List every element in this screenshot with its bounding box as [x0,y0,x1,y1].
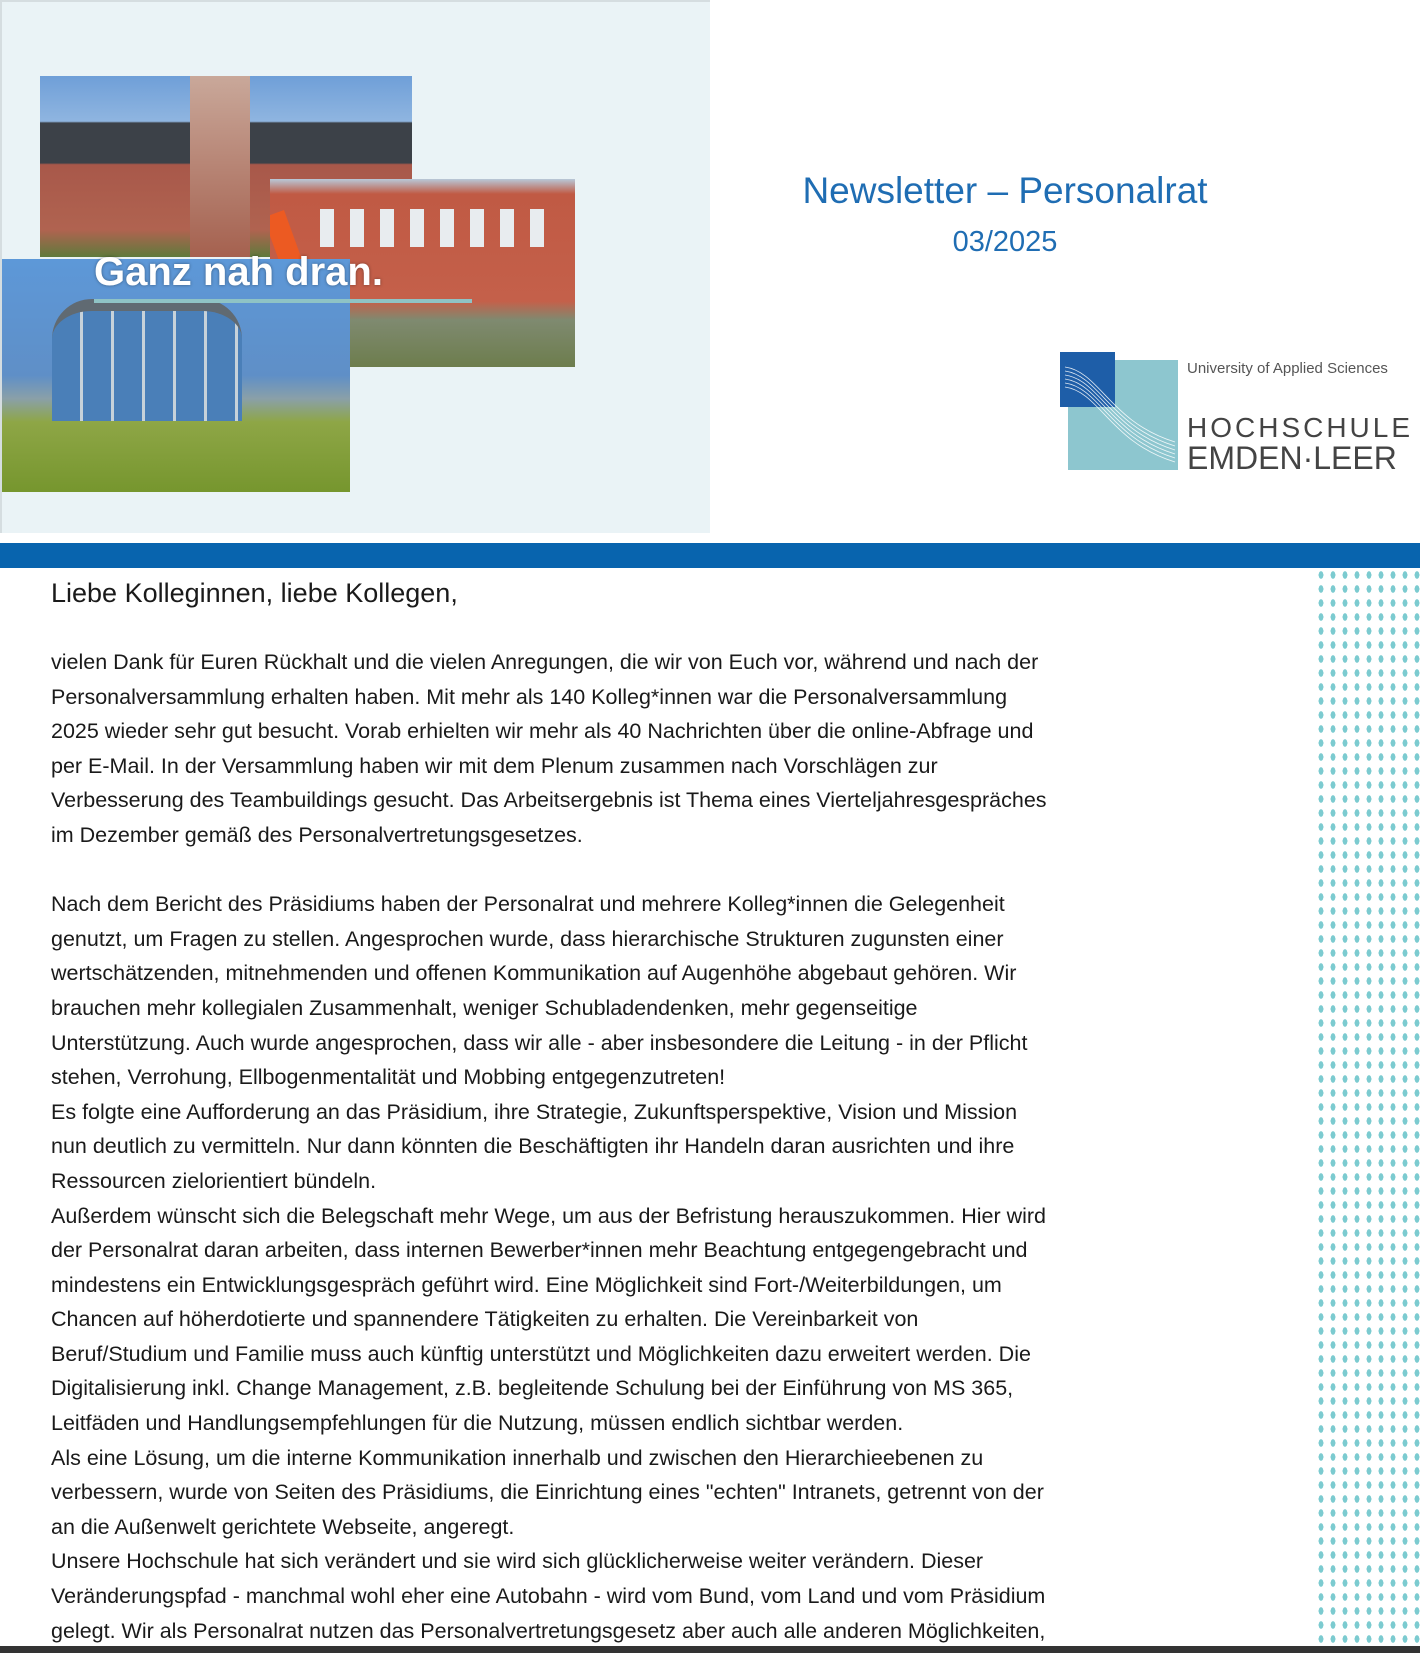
decorative-dot-pattern [1315,568,1420,1653]
text-line: Außerdem wünscht sich die Belegschaft mehr Wege, um aus der Befristung herauszukommen. Hier wird [51,1203,1047,1228]
text-line: Ressourcen zielorientiert bündeln. [51,1168,377,1193]
text-line: im Dezember gemäß des Personalvertretungsgesetzes. [51,822,583,847]
text-line: Unterstützung. Auch wurde angesprochen, dass wir alle - aber insbesondere die Leitung - in der Pflicht [51,1030,1028,1055]
text-line: der Personalrat daran arbeiten, dass internen Bewerber*innen mehr Beachtung entgegengebracht und [51,1238,1028,1263]
newsletter-issue: 03/2025 [952,226,1058,258]
text-line: gelegt. Wir als Personalrat nutzen das Personalvertretungsgesetz aber auch alle anderen Möglichkeiten, [51,1618,1046,1643]
text-line: mindestens ein Entwicklungsgespräch geführt wird. Eine Möglichkeit sind Fort-/Weiterbildungen, um [51,1272,1002,1297]
slogan-underline [94,299,472,303]
logo-tagline: University of Applied Sciences [1187,360,1388,377]
text-line: verbessern, wurde von Seiten des Präsidiums, die Einrichtung eines "echten" Intranets, getrennt von der [51,1480,1044,1505]
text-line: vielen Dank für Euren Rückhalt und die vielen Anregungen, die wir von Euch vor, während und nach der [51,650,1039,674]
text-line: Als eine Lösung, um die interne Kommunikation innerhalb und zwischen den Hierarchieebenen zu [51,1445,984,1470]
text-line: Es folgte eine Aufforderung an das Präsidium, ihre Strategie, Zukunftsperspektive, Vision und Mission [51,1099,1018,1124]
university-logo [1060,352,1420,476]
paragraph-2 [51,887,1311,1648]
window-bottom-edge [0,1646,1420,1653]
text-line: per E-Mail. In der Versammlung haben wir mit dem Plenum zusammen nach Vorschlägen zur [51,753,938,778]
text-line: stehen, Verrohung, Ellbogenmentalität und Mobbing entgegenzutreten! [51,1065,726,1090]
text-line: Unsere Hochschule hat sich verändert und sie wird sich glücklicherweise weiter verändern. Dieser [51,1549,984,1574]
header-image-panel [0,0,710,533]
paragraph-1 [51,645,1311,853]
header-divider-bar [0,543,1420,568]
slogan: Ganz nah dran. [94,250,383,294]
text-line: an die Außenwelt gerichtete Webseite, angeregt. [51,1514,515,1539]
text-line: brauchen mehr kollegialen Zusammenhalt, weniger Schubladendenken, mehr gegenseitige [51,995,918,1020]
text-line: Veränderungspfad - manchmal wohl eher eine Autobahn - wird vom Bund, vom Land und vom Präsidium [51,1584,1046,1609]
text-line: genutzt, um Fragen zu stellen. Angesprochen wurde, dass hierarchische Strukturen zugunsten einer [51,926,1004,951]
text-line: Leitfäden und Handlungsempfehlungen für die Nutzung, müssen endlich sichtbar werden. [51,1411,904,1436]
text-line: Beruf/Studium und Familie muss auch künftig unterstützt und Möglichkeiten dazu erweitert werden. Die [51,1341,1031,1366]
text-line: wertschätzenden, mitnehmenden und offenen Kommunikation auf Augenhöhe abgebaut gehören. Wir [51,961,1017,986]
text-line: Chancen auf höherdotierte und spannendere Tätigkeiten zu erhalten. Die Vereinbarkeit von [51,1307,919,1332]
text-line: Nach dem Bericht des Präsidiums haben der Personalrat und mehrere Kolleg*innen die Gelegenheit [51,892,1005,917]
text-line: Verbesserung des Teambuildings gesucht. Das Arbeitsergebnis ist Thema eines Vierteljahresgespräches [51,788,1047,813]
wave-lines-icon [1060,352,1180,472]
text-line: Digitalisierung inkl. Change Management, z.B. begleitende Schulung bei der Einführung von MS 365, [51,1376,1014,1401]
newsletter-body [51,575,1311,1648]
text-line: nun deutlich zu vermitteln. Nur dann könnten die Beschäftigten ihr Handeln daran ausrichten und ihre [51,1134,1015,1159]
newsletter-title: Newsletter – Personalrat [802,170,1208,211]
text-line: Personalversammlung erhalten haben. Mit mehr als 140 Kolleg*innen war die Personalversammlung [51,684,1008,709]
greeting: Liebe Kolleginnen, liebe Kollegen, [51,578,458,608]
logo-name-line2: EMDEN·LEER [1187,440,1397,476]
text-line: 2025 wieder sehr gut besucht. Vorab erhielten wir mehr als 40 Nachrichten über die online-Abfrage und [51,719,1034,744]
logo-name-line1: HOCHSCHULE [1187,412,1414,443]
